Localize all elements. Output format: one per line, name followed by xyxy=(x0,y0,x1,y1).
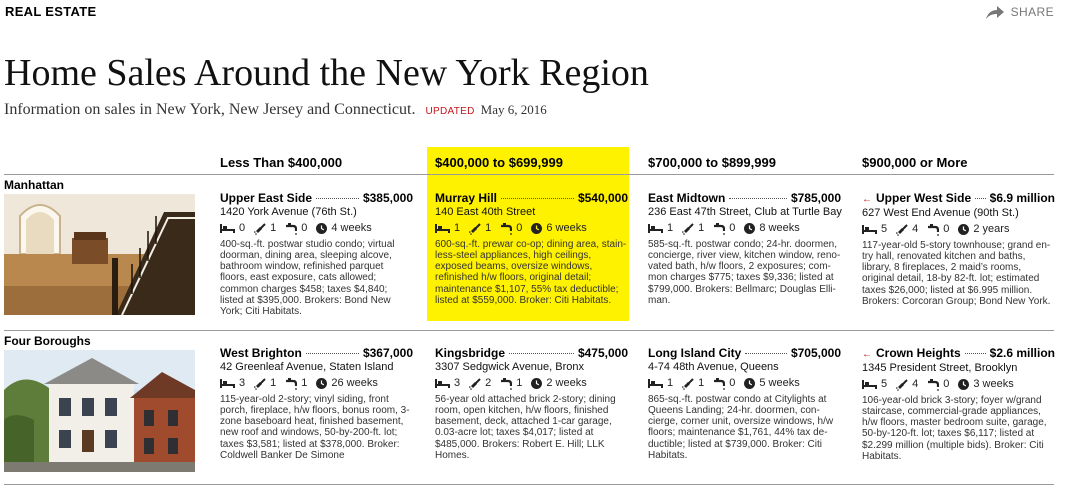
bed-icon xyxy=(862,380,877,389)
column-header-400k-700k: $400,000 to $699,999 xyxy=(435,155,563,170)
shower-icon xyxy=(469,378,481,390)
listing-west-brighton[interactable] xyxy=(220,348,413,461)
faucet-icon xyxy=(927,224,939,236)
bed-icon xyxy=(648,224,663,233)
listing-address: 3307 Sedgwick Avenue, Bronx xyxy=(435,361,585,374)
shower-icon xyxy=(682,378,694,390)
photo-manhattan-interior xyxy=(4,194,195,315)
page-subtitle xyxy=(4,101,547,119)
listing-address: 627 West End Avenue (90th St.) xyxy=(862,207,1019,220)
listing-price: $785,000 xyxy=(790,191,841,205)
leader-dots xyxy=(509,353,574,354)
listing-price: $367,000 xyxy=(362,346,413,360)
listing-price: $705,000 xyxy=(790,346,841,360)
listing-description: 115-year-old 2-story; vinyl siding, front porch, fireplace, h/w floors, bonus room, 3-zone baseboard heat, finished basement, new roof and windows, 50-by-200-ft. lot; taxes $3,581; listed at $378,000. Broker: Coldwell Banker De Simone xyxy=(220,393,410,462)
time-on-market: 2 weeks xyxy=(546,376,587,389)
bed-icon xyxy=(220,224,235,233)
time-on-market: 4 weeks xyxy=(331,221,372,234)
half-baths-count: 0 xyxy=(943,377,950,390)
half-baths-count: 0 xyxy=(729,221,736,234)
listing-long-island-city[interactable] xyxy=(648,348,841,461)
leader-dots xyxy=(306,353,359,354)
bathrooms-count: 2 xyxy=(485,376,492,389)
listing-name[interactable]: East Midtown xyxy=(648,191,726,205)
half-baths-count: 0 xyxy=(516,221,523,234)
clock-icon xyxy=(744,223,755,234)
bathrooms-count: 1 xyxy=(698,376,705,389)
listing-price: $540,000 xyxy=(577,191,628,205)
listing-description: 117-year-old 5-story townhouse; grand entry hall, renovated kitchen and baths, library, 8 fireplaces, 2 maid’s rooms, original detail, 18-by 82-ft. lot; estimated taxes $26,000; listed at $6.995 million. Brokers: Corcoran Group; Bond New York. xyxy=(862,239,1051,308)
leader-dots xyxy=(965,353,986,354)
listing-name[interactable]: Upper East Side xyxy=(220,191,313,205)
bedrooms-count: 0 xyxy=(239,221,246,234)
updated-label: UPDATED xyxy=(425,106,475,117)
shower-icon xyxy=(896,224,908,236)
faucet-icon xyxy=(927,379,939,391)
row-label-manhattan: Manhattan xyxy=(4,178,64,192)
time-on-market: 3 weeks xyxy=(973,377,1014,390)
listing-name[interactable]: Crown Heights xyxy=(876,346,961,360)
bathrooms-count: 1 xyxy=(485,221,492,234)
listing-address: 140 East 40th Street xyxy=(435,206,536,219)
half-baths-count: 0 xyxy=(729,376,736,389)
half-baths-count: 0 xyxy=(943,222,950,235)
listing-description: 400-sq.-ft. postwar studio condo; virtual doorman, dining area, sleeping alcove, bathroom window, refinished parquet floors, east exposure, cats allowed; common charges $458; taxes $4,840; listed at $395,000. Brokers: Bond New York; Citi Habitats. xyxy=(220,238,395,318)
clock-icon xyxy=(958,379,969,390)
faucet-icon xyxy=(285,378,297,390)
listing-description: 585-sq.-ft. postwar condo; 24-hr. doormen, concierge, river view, kitchen window, renovated bath, h/w floors, 2 exposures; common charges $775; taxes $9,336; listed at $799,000. Brokers: Bellmarc; Douglas Elliman. xyxy=(648,238,841,307)
bed-icon xyxy=(435,379,450,388)
clock-icon xyxy=(531,223,542,234)
shower-icon xyxy=(682,223,694,235)
photo-four-boroughs-house xyxy=(4,350,195,472)
subtitle-text: Information on sales in New York, New Jersey and Connecticut. xyxy=(4,101,416,118)
faucet-icon xyxy=(500,223,512,235)
column-header-900k-plus: $900,000 or More xyxy=(862,155,968,170)
page-title: Home Sales Around the New York Region xyxy=(4,52,649,94)
clock-icon xyxy=(316,378,327,389)
bathrooms-count: 4 xyxy=(912,377,919,390)
share-button[interactable] xyxy=(985,4,1054,20)
row-divider xyxy=(4,484,1054,485)
leader-dots xyxy=(745,353,787,354)
bedrooms-count: 5 xyxy=(881,377,888,390)
shower-icon xyxy=(469,223,481,235)
listing-murray-hill[interactable] xyxy=(435,193,628,306)
time-on-market: 2 years xyxy=(973,222,1010,235)
column-header-under-400k: Less Than $400,000 xyxy=(220,155,343,170)
listing-address: 1420 York Avenue (76th St.) xyxy=(220,206,357,219)
faucet-icon xyxy=(713,378,725,390)
faucet-icon xyxy=(713,223,725,235)
time-on-market: 26 weeks xyxy=(331,376,378,389)
listing-address: 236 East 47th Street, Club at Turtle Bay xyxy=(648,206,842,219)
time-on-market: 6 weeks xyxy=(546,221,587,234)
listing-address: 42 Greenleaf Avenue, Staten Island xyxy=(220,361,394,374)
clock-icon xyxy=(958,224,969,235)
listing-name[interactable]: Long Island City xyxy=(648,346,742,360)
listing-description: 865-sq.-ft. postwar condo at Citylights at Queens Landing; 24-hr. doormen, concierge, corner unit, oversize windows, h/w floors; maintenance $1,761, 44% tax deductible; listed at $739,000. Broker: Citi Habitats. xyxy=(648,393,834,462)
bedrooms-count: 5 xyxy=(881,222,888,235)
clock-icon xyxy=(744,378,755,389)
listing-name[interactable]: Upper West Side xyxy=(876,191,972,205)
time-on-market: 5 weeks xyxy=(759,376,800,389)
listing-east-midtown[interactable] xyxy=(648,193,841,306)
bed-icon xyxy=(220,379,235,388)
leader-dots xyxy=(729,198,787,199)
bathrooms-count: 1 xyxy=(698,221,705,234)
shower-icon xyxy=(254,378,266,390)
listing-kingsbridge[interactable] xyxy=(435,348,628,461)
shower-icon xyxy=(254,223,266,235)
bathrooms-count: 4 xyxy=(912,222,919,235)
bedrooms-count: 3 xyxy=(454,376,461,389)
bedrooms-count: 3 xyxy=(239,376,246,389)
updated-date: May 6, 2016 xyxy=(480,102,547,117)
bathrooms-count: 1 xyxy=(270,376,277,389)
bed-icon xyxy=(862,225,877,234)
bathrooms-count: 1 xyxy=(270,221,277,234)
half-baths-count: 1 xyxy=(516,376,523,389)
listing-description: 600-sq.-ft. prewar co-op; dining area, stainless-steel appliances, high ceilings, exposed beams, oversize windows, refinished h/w floors, original detail; maintenance $1,107, 55% tax deductible; listed at $559,000. Broker: Citi Habitats. xyxy=(435,238,627,307)
row-divider xyxy=(4,174,1054,175)
arrow-left-icon: ← xyxy=(862,194,872,205)
clock-icon xyxy=(316,223,327,234)
bed-icon xyxy=(648,379,663,388)
share-arrow-icon xyxy=(985,4,1005,20)
leader-dots xyxy=(975,198,986,199)
listing-description: 106-year-old brick 3-story; foyer w/grand staircase, commercial-grade appliances, h/w floors, master bedroom suite, garage, 50-by-120-ft. lot; taxes $6,117; listed at $2.299 million (multiple bids). Broker: Citi Habitats. xyxy=(862,394,1047,463)
listing-crown-heights[interactable] xyxy=(862,348,1055,462)
listing-address: 1345 President Street, Brooklyn xyxy=(862,362,1018,375)
bed-icon xyxy=(435,224,450,233)
bedrooms-count: 1 xyxy=(667,221,674,234)
row-label-four-boroughs: Four Boroughs xyxy=(4,334,91,348)
bedrooms-count: 1 xyxy=(454,221,461,234)
listing-description: 56-year old attached brick 2-story; dining room, open kitchen, h/w floors, finished basement, deck, attached 1-car garage, 0.03-acre lot; taxes $4,017; listed at $485,000. Brokers: Robert E. Hill; LLK Homes. xyxy=(435,393,616,462)
listing-price: $2.6 million xyxy=(989,346,1055,360)
listing-price: $475,000 xyxy=(577,346,628,360)
time-on-market: 8 weeks xyxy=(759,221,800,234)
listing-price: $385,000 xyxy=(362,191,413,205)
listing-upper-west-side[interactable] xyxy=(862,193,1055,307)
bedrooms-count: 1 xyxy=(667,376,674,389)
section-label[interactable]: REAL ESTATE xyxy=(5,4,97,19)
listing-name[interactable]: West Brighton xyxy=(220,346,302,360)
listing-upper-east-side[interactable] xyxy=(220,193,413,318)
leader-dots xyxy=(316,198,359,199)
faucet-icon xyxy=(500,378,512,390)
arrow-left-icon: ← xyxy=(862,349,872,360)
shower-icon xyxy=(896,379,908,391)
listing-price: $6.9 million xyxy=(989,191,1055,205)
half-baths-count: 1 xyxy=(301,376,308,389)
column-header-700k-900k: $700,000 to $899,999 xyxy=(648,155,776,170)
listing-name[interactable]: Kingsbridge xyxy=(435,346,506,360)
row-divider xyxy=(4,330,1054,331)
listing-address: 4-74 48th Avenue, Queens xyxy=(648,361,779,374)
faucet-icon xyxy=(285,223,297,235)
clock-icon xyxy=(531,378,542,389)
share-label: SHARE xyxy=(1010,5,1054,19)
leader-dots xyxy=(501,198,574,199)
listing-name[interactable]: Murray Hill xyxy=(435,191,498,205)
half-baths-count: 0 xyxy=(301,221,308,234)
